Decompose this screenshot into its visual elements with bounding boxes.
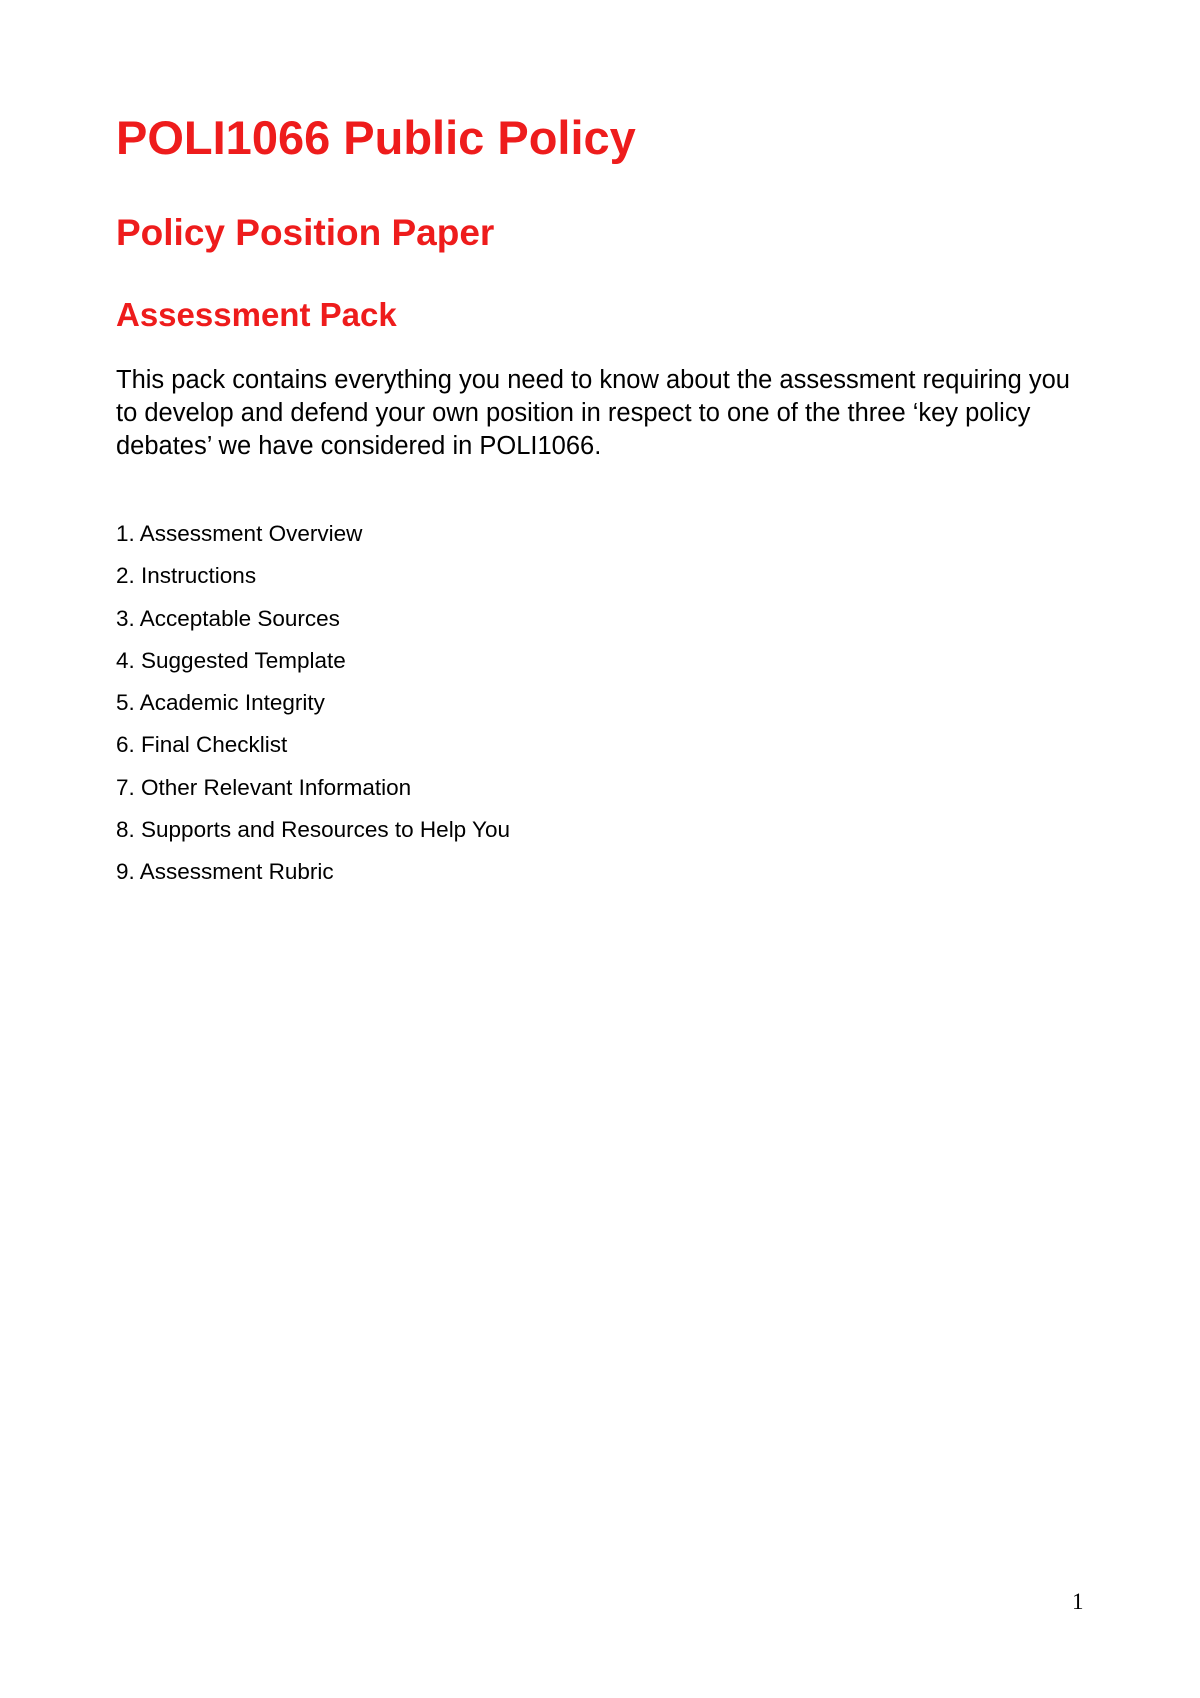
contents-item-instructions: 2. Instructions: [116, 563, 257, 589]
contents-item-academic-integrity: 5. Academic Integrity: [116, 690, 325, 716]
contents-item-other-relevant-information: 7. Other Relevant Information: [116, 774, 412, 800]
section-heading: Assessment Pack: [116, 296, 397, 333]
contents-item-assessment-rubric: 9. Assessment Rubric: [116, 859, 334, 885]
intro-paragraph: This pack contains everything you need to know about the assessment requiring you to develop and defend your own position in respect to one of the three ‘key policy debates’ we have considered in POLI1066.: [116, 366, 1070, 460]
document-subtitle: Policy Position Paper: [116, 212, 495, 253]
contents-item-supports-and-resources: 8. Supports and Resources to Help You: [116, 817, 511, 843]
contents-item-assessment-overview: 1. Assessment Overview: [116, 521, 363, 546]
contents-list: [116, 513, 1076, 894]
contents-item-acceptable-sources: 3. Acceptable Sources: [116, 605, 340, 631]
page-content: [116, 110, 1076, 894]
document-title: POLI1066 Public Policy: [116, 111, 636, 164]
contents-item-final-checklist: 6. Final Checklist: [116, 732, 288, 758]
page-number: 1: [1072, 1589, 1084, 1614]
contents-item-suggested-template: 4. Suggested Template: [116, 647, 346, 673]
